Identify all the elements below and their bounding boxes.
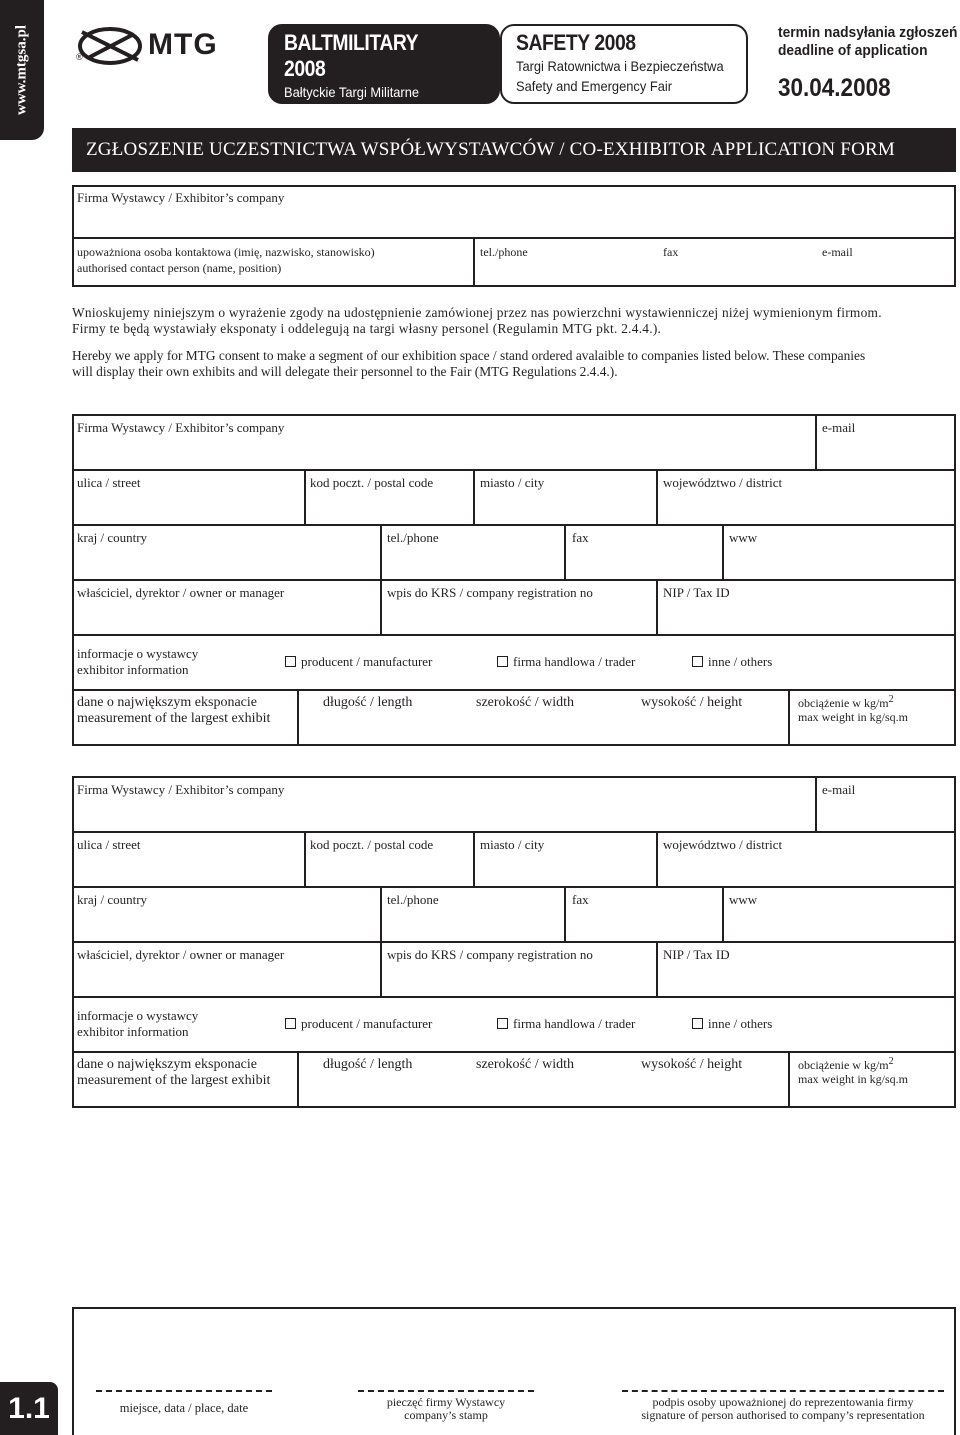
co-nip-field[interactable]: NIP / Tax ID bbox=[663, 947, 730, 962]
co-info-label bbox=[77, 1008, 198, 1040]
page-number: 1.1 bbox=[0, 1382, 58, 1435]
co-exhibit-label bbox=[77, 695, 270, 727]
co-nip-field[interactable]: NIP / Tax ID bbox=[663, 585, 730, 600]
deadline-date: 30.04.2008 bbox=[778, 74, 891, 102]
co-district-field[interactable]: województwo / district bbox=[663, 837, 783, 852]
weight-label-pl: obciążenie w kg/m bbox=[798, 696, 889, 710]
deadline-label-en: deadline of application bbox=[778, 42, 928, 59]
co-phone-field[interactable]: tel./phone bbox=[387, 892, 439, 907]
checkbox-icon[interactable] bbox=[692, 656, 703, 667]
info-label-pl: informacje o wystawcy bbox=[77, 1008, 199, 1023]
co-email-field[interactable]: e-mail bbox=[822, 420, 856, 435]
signature-label-pl: podpis osoby upoważnionej do reprezentowania firmy bbox=[652, 1395, 914, 1409]
statement-en-line1: Hereby we apply for MTG consent to make a segment of our exhibition space / stand ordered avalaible to companies listed below. These companies bbox=[72, 348, 866, 363]
contact-person-field[interactable] bbox=[77, 244, 375, 276]
co-owner-field[interactable]: właściciel, dyrektor / owner or manager bbox=[77, 947, 285, 962]
checkbox-icon[interactable] bbox=[692, 1018, 703, 1029]
co-krs-field[interactable]: wpis do KRS / company registration no bbox=[387, 947, 593, 962]
option-label: firma handlowa / trader bbox=[513, 1016, 636, 1031]
weight-superscript: 2 bbox=[888, 694, 894, 705]
fair-title: BALTMILITARY 2008 bbox=[284, 30, 418, 81]
exhibitor-company-field[interactable]: Firma Wystawcy / Exhibitor’s company bbox=[77, 190, 285, 205]
statement-pl-line1: Wnioskujemy niniejszym o wyrażenie zgody na udostępnienie zamówionej przez nas powierzchni wystawienniczej niżej wymienionym firmom. bbox=[72, 305, 882, 320]
exhibit-label-en: measurement of the largest exhibit bbox=[77, 711, 271, 726]
side-url-tab bbox=[0, 0, 44, 140]
signature-line bbox=[622, 1390, 944, 1392]
co-company-field[interactable]: Firma Wystawcy / Exhibitor’s company bbox=[77, 420, 285, 435]
stamp-line bbox=[358, 1390, 534, 1392]
exhibit-label-en: measurement of the largest exhibit bbox=[77, 1073, 271, 1088]
co-exhibit-label bbox=[77, 1057, 270, 1089]
exhibit-label-pl: dane o największym eksponacie bbox=[77, 1057, 257, 1072]
co-phone-field[interactable]: tel./phone bbox=[387, 530, 439, 545]
exhibitor-phone-field[interactable]: tel./phone bbox=[480, 245, 528, 259]
weight-label-en: max weight in kg/sq.m bbox=[798, 1072, 908, 1086]
co-width-field[interactable]: szerokość / width bbox=[476, 1057, 574, 1072]
deadline-label bbox=[778, 24, 957, 60]
deadline-label-pl: termin nadsyłania zgłoszeń bbox=[778, 24, 958, 41]
signature-label bbox=[622, 1396, 944, 1422]
co-info-label bbox=[77, 646, 198, 678]
co-length-field[interactable]: długość / length bbox=[323, 695, 413, 710]
fair-safety bbox=[500, 24, 748, 104]
co-krs-field[interactable]: wpis do KRS / company registration no bbox=[387, 585, 593, 600]
co-postal-field[interactable]: kod poczt. / postal code bbox=[310, 475, 434, 490]
co-www-field[interactable]: www bbox=[729, 530, 758, 545]
co-option-producer[interactable] bbox=[285, 654, 432, 670]
co-company-field[interactable]: Firma Wystawcy / Exhibitor’s company bbox=[77, 782, 285, 797]
co-street-field[interactable]: ulica / street bbox=[77, 837, 141, 852]
option-label: inne / others bbox=[708, 654, 773, 669]
fair-name-en: Safety and Emergency Fair bbox=[516, 78, 673, 94]
co-option-others[interactable] bbox=[692, 1016, 772, 1032]
statement-pl bbox=[72, 305, 956, 337]
option-label: firma handlowa / trader bbox=[513, 654, 636, 669]
fair-name-pl: Bałtyckie Targi Militarne bbox=[284, 84, 420, 100]
co-option-trader[interactable] bbox=[497, 1016, 635, 1032]
co-length-field[interactable]: długość / length bbox=[323, 1057, 413, 1072]
fair-name-en: Baltic Military Fair bbox=[284, 104, 386, 120]
website-url: www.mtgsa.pl bbox=[13, 24, 30, 116]
co-height-field[interactable]: wysokość / height bbox=[641, 1057, 743, 1072]
stamp-label bbox=[358, 1396, 534, 1422]
place-date-line bbox=[96, 1390, 272, 1392]
option-label: producent / manufacturer bbox=[301, 1016, 433, 1031]
co-height-field[interactable]: wysokość / height bbox=[641, 695, 743, 710]
info-label-pl: informacje o wystawcy bbox=[77, 646, 199, 661]
exhibitor-email-field[interactable]: e-mail bbox=[822, 245, 853, 259]
co-option-producer[interactable] bbox=[285, 1016, 432, 1032]
co-option-others[interactable] bbox=[692, 654, 772, 670]
stamp-label-en: company’s stamp bbox=[404, 1408, 488, 1422]
weight-label-en: max weight in kg/sq.m bbox=[798, 710, 908, 724]
option-label: inne / others bbox=[708, 1016, 773, 1031]
fair-name-pl: Targi Ratownictwa i Bezpieczeństwa bbox=[516, 58, 724, 74]
co-city-field[interactable]: miasto / city bbox=[480, 837, 545, 852]
statement-en-line2: will display their own exhibits and will delegate their personnel to the Fair (MTG Regulations 2.4.4.). bbox=[72, 364, 618, 379]
co-weight-field[interactable] bbox=[798, 1055, 908, 1086]
co-option-trader[interactable] bbox=[497, 654, 635, 670]
stamp-label-pl: pieczęć firmy Wystawcy bbox=[386, 1395, 506, 1409]
info-label-en: exhibitor information bbox=[77, 662, 189, 677]
exhibitor-fax-field[interactable]: fax bbox=[663, 245, 679, 259]
co-weight-field[interactable] bbox=[798, 693, 908, 724]
co-www-field[interactable]: www bbox=[729, 892, 758, 907]
co-country-field[interactable]: kraj / country bbox=[77, 530, 148, 545]
statement-pl-line2: Firmy te będą wystawiały eksponaty i oddelegują na targi własny personel (Regulamin MTG pkt. 2.4.4.). bbox=[72, 321, 662, 336]
info-label-en: exhibitor information bbox=[77, 1024, 189, 1039]
option-label: producent / manufacturer bbox=[301, 654, 433, 669]
weight-superscript: 2 bbox=[888, 1056, 894, 1067]
checkbox-icon[interactable] bbox=[285, 656, 296, 667]
fair-baltmilitary bbox=[268, 24, 500, 120]
contact-label-en: authorised contact person (name, position) bbox=[77, 261, 282, 275]
checkbox-icon[interactable] bbox=[285, 1018, 296, 1029]
co-owner-field[interactable]: właściciel, dyrektor / owner or manager bbox=[77, 585, 285, 600]
signature-label-en: signature of person authorised to company’s representation bbox=[641, 1408, 925, 1422]
registered-mark: ® bbox=[76, 52, 83, 62]
place-date-label: miejsce, data / place, date bbox=[119, 1401, 249, 1415]
fair-title: SAFETY 2008 bbox=[516, 30, 636, 55]
checkbox-icon[interactable] bbox=[497, 1018, 508, 1029]
form-title: ZGŁOSZENIE UCZESTNICTWA WSPÓŁWYSTAWCÓW / CO-EXHIBITOR APPLICATION FORM bbox=[72, 128, 956, 172]
logo-brand: MTG bbox=[148, 28, 218, 61]
co-country-field[interactable]: kraj / country bbox=[77, 892, 148, 907]
statement-en bbox=[72, 348, 956, 380]
checkbox-icon[interactable] bbox=[497, 656, 508, 667]
co-city-field[interactable]: miasto / city bbox=[480, 475, 545, 490]
contact-label-pl: upoważniona osoba kontaktowa (imię, nazwisko, stanowisko) bbox=[77, 245, 375, 259]
weight-label-pl: obciążenie w kg/m bbox=[798, 1058, 889, 1072]
co-fax-field[interactable]: fax bbox=[572, 892, 589, 907]
co-postal-field[interactable]: kod poczt. / postal code bbox=[310, 837, 434, 852]
co-width-field[interactable]: szerokość / width bbox=[476, 695, 574, 710]
co-fax-field[interactable]: fax bbox=[572, 530, 589, 545]
co-street-field[interactable]: ulica / street bbox=[77, 475, 141, 490]
co-district-field[interactable]: województwo / district bbox=[663, 475, 783, 490]
co-email-field[interactable]: e-mail bbox=[822, 782, 856, 797]
exhibit-label-pl: dane o największym eksponacie bbox=[77, 695, 257, 710]
